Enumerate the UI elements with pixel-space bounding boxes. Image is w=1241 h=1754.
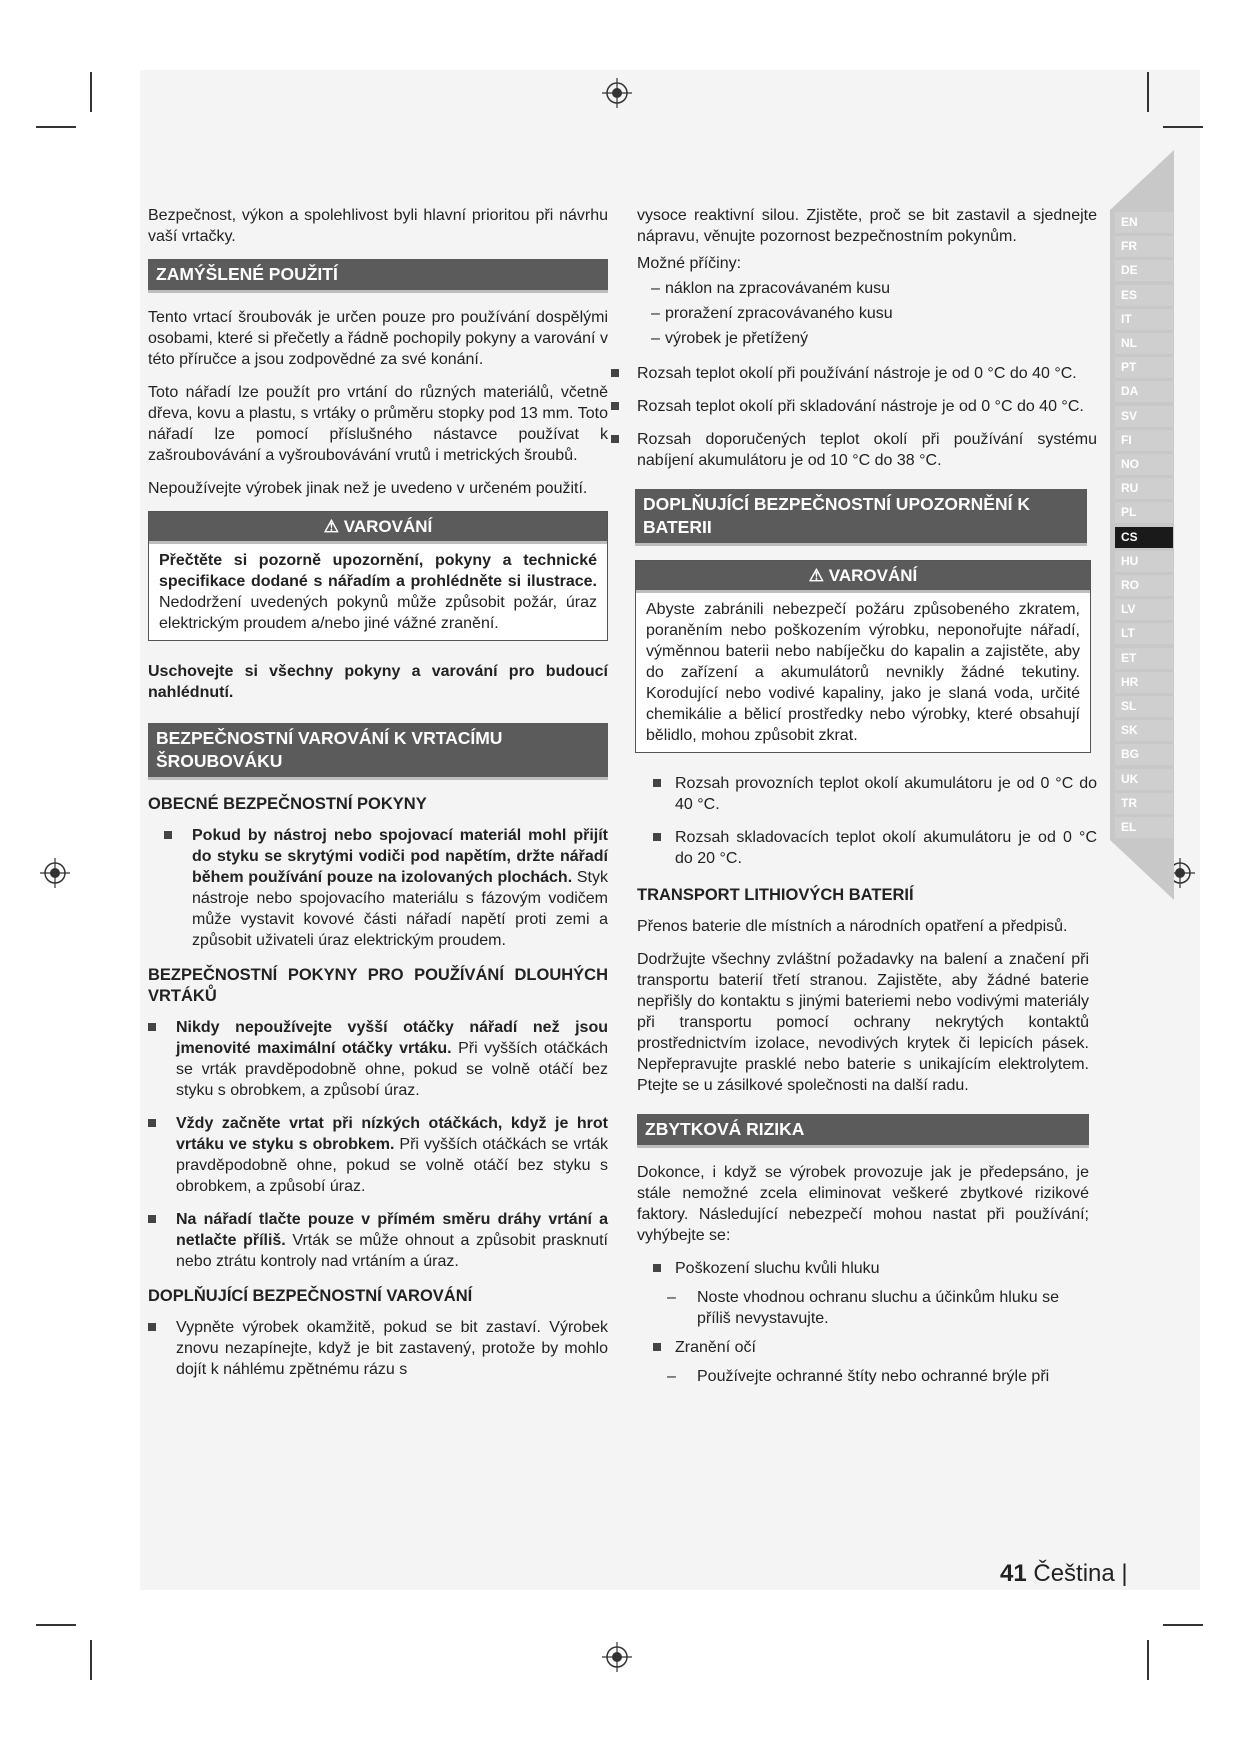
- language-tab-cs[interactable]: CS: [1115, 527, 1173, 548]
- list-item: [148, 1113, 608, 1197]
- warning-title: VAROVÁNÍ: [828, 566, 918, 585]
- registration-mark-icon: [40, 858, 70, 888]
- bullet-square-icon: [611, 435, 619, 443]
- list-item-text: Vrták se může ohnout a způsobit prasknutí nebo ztrátu kontroly nad vrtáním a úraz.: [176, 1232, 609, 1270]
- language-tab-bg[interactable]: BG: [1115, 744, 1173, 765]
- warning-title: VAROVÁNÍ: [343, 517, 433, 536]
- bullet-square-icon: [653, 1264, 661, 1272]
- list-item-text: Při vyšších otáčkách se vrták pravděpodobně ohne, pokud se volně otáčí bez styku s obrobkem, a způsobí úraz.: [176, 1040, 608, 1099]
- intended-use-heading: ZAMÝŠLENÉ POUŽITÍ: [148, 259, 608, 293]
- list-item-bold: Vždy začněte vrtat při nízkých otáčkách, když je hrot vrtáku ve styku s obrobkem.: [176, 1115, 608, 1153]
- list-item-text: Při vyšších otáčkách se vrták pravděpodobně ohne, pokud se volně otáčí bez styku s obrobkem, a způsobí úraz.: [176, 1136, 608, 1195]
- language-tab-da[interactable]: DA: [1115, 381, 1173, 402]
- bullet-square-icon: [148, 1023, 156, 1031]
- crop-mark: [1163, 1624, 1203, 1626]
- warning-body: [149, 544, 607, 640]
- crop-mark: [1147, 1640, 1149, 1680]
- intended-use-paragraph: Toto nářadí lze použít pro vrtání do různých materiálů, včetně dřeva, kovu a plastu, s vrtáky o průměru stopky pod 13 mm. Toto nářadí lze pomocí příslušného nástavce používat k zašroubovávání a vyšroubovávání vrutů i metrických šroubů.: [148, 384, 608, 464]
- cause-item: – proražení zpracovávaného kusu: [651, 305, 893, 322]
- footer-language: Čeština |: [1033, 1560, 1128, 1587]
- registration-mark-icon: [602, 78, 632, 108]
- long-bits-heading: BEZPEČNOSTNÍ POKYNY PRO POUŽÍVÁNÍ DLOUHÝCH VRTÁKŮ: [148, 966, 608, 1005]
- list-item-bold: Nikdy nepoužívejte vyšší otáčky nářadí než jsou jmenovité maximální otáčky vrtáku.: [176, 1019, 608, 1057]
- sub-item: – Noste vhodnou ochranu sluchu a účinkům hluku se příliš nevystavujte.: [667, 1289, 1059, 1327]
- right-column: [637, 205, 1097, 1391]
- crop-mark: [36, 1624, 76, 1626]
- list-item: [148, 1209, 608, 1272]
- list-item-text: Zranění očí: [675, 1339, 756, 1356]
- bullet-square-icon: [148, 1323, 156, 1331]
- list-item-text: Poškození sluchu kvůli hluku: [675, 1260, 880, 1277]
- list-item: [148, 1017, 608, 1101]
- cause-text: náklon na zpracovávaném kusu: [665, 280, 891, 297]
- cause-item: – výrobek je přetížený: [651, 330, 809, 347]
- cause-text: výrobek je přetížený: [665, 330, 809, 347]
- sub-item-text: Používejte ochranné štíty nebo ochranné brýle při: [697, 1368, 1050, 1385]
- warning-bold-text: Přečtěte si pozorně upozornění, pokyny a technické specifikace dodané s nářadím a prohlédněte si ilustrace.: [159, 552, 597, 590]
- crop-mark: [90, 1640, 92, 1680]
- warning-triangle-icon: ⚠: [808, 566, 825, 585]
- list-item-bold: Pokud by nástroj nebo spojovací materiál mohl přijít do styku se skrytými vodiči pod napětím, držte nářadí během používání pouze na izolovaných plochách.: [192, 827, 608, 886]
- list-item: [611, 429, 1097, 471]
- warning-triangle-icon: ⚠: [323, 517, 340, 536]
- drill-safety-heading: BEZPEČNOSTNÍ VAROVÁNÍ K VRTACÍMU ŠROUBOVÁKU: [148, 723, 608, 780]
- page-footer: [1000, 1560, 1128, 1588]
- sub-item-text: Noste vhodnou ochranu sluchu a účinkům hluku se příliš nevystavujte.: [697, 1289, 1059, 1327]
- language-tab-no[interactable]: NO: [1115, 454, 1173, 475]
- language-tab-pt[interactable]: PT: [1115, 357, 1173, 378]
- bullet-square-icon: [164, 831, 172, 839]
- list-item: [653, 773, 1097, 815]
- bullet-square-icon: [148, 1215, 156, 1223]
- language-tab-et[interactable]: ET: [1115, 648, 1173, 669]
- transport-paragraph: Přenos baterie dle místních a národních opatření a předpisů.: [637, 918, 1068, 935]
- language-tab-hu[interactable]: HU: [1115, 551, 1173, 572]
- registration-mark-icon: [602, 1642, 632, 1672]
- list-item-text: Styk nástroje nebo spojovacího materiálu s fázovým vodičem může vystavit kovové části nářadí napětí proti zemi a způsobit uživateli úraz elektrickým proudem.: [192, 869, 609, 949]
- language-tab-pl[interactable]: PL: [1115, 502, 1173, 523]
- language-tab-sl[interactable]: SL: [1115, 696, 1173, 717]
- language-tab-el[interactable]: EL: [1115, 817, 1173, 838]
- bullet-square-icon: [611, 402, 619, 410]
- bullet-square-icon: [611, 369, 619, 377]
- transport-heading: TRANSPORT LITHIOVÝCH BATERIÍ: [637, 886, 914, 904]
- warning-box: [148, 511, 608, 641]
- language-tab-uk[interactable]: UK: [1115, 769, 1173, 790]
- intended-use-paragraph: Tento vrtací šroubovák je určen pouze pro používání dospělými osobami, které si přečetly a řádně pochopily pokyny a varování v této příručce a jsou zodpovědné za své konání.: [148, 309, 608, 368]
- list-item: [653, 827, 1097, 869]
- language-tab-fr[interactable]: FR: [1115, 236, 1173, 257]
- causes-label: Možné příčiny:: [637, 255, 742, 272]
- continued-text: vysoce reaktivní silou. Zjistěte, proč se bit zastavil a sjednejte nápravu, věnujte pozornost bezpečnostním pokynům.: [637, 207, 1097, 245]
- bullet-square-icon: [653, 833, 661, 841]
- list-item: [148, 1317, 608, 1380]
- list-item: [164, 825, 608, 951]
- residual-risks-heading: ZBYTKOVÁ RIZIKA: [637, 1114, 1089, 1148]
- crop-mark: [1163, 126, 1203, 128]
- language-tab-fi[interactable]: FI: [1115, 430, 1173, 451]
- language-tab-ru[interactable]: RU: [1115, 478, 1173, 499]
- list-item: [611, 363, 1097, 384]
- crop-mark: [36, 126, 76, 128]
- keep-instructions: Uschovejte si všechny pokyny a varování pro budoucí nahlédnutí.: [148, 663, 608, 701]
- language-tab-es[interactable]: ES: [1115, 285, 1173, 306]
- warning-text: Nedodržení uvedených pokynů může způsobit požár, úraz elektrickým proudem a/nebo jiné vážné zranění.: [159, 594, 597, 632]
- language-tab-tr[interactable]: TR: [1115, 793, 1173, 814]
- list-item-text: Vypněte výrobek okamžitě, pokud se bit zastaví. Výrobek znovu nezapínejte, když je bit zastavený, protože by mohlo dojít k náhlému zpětnému rázu s: [176, 1319, 608, 1378]
- battery-safety-heading: DOPLŇUJÍCÍ BEZPEČNOSTNÍ UPOZORNĚNÍ K BATERII: [635, 489, 1087, 546]
- language-tab-ro[interactable]: RO: [1115, 575, 1173, 596]
- language-tab-it[interactable]: IT: [1115, 309, 1173, 330]
- page-number: 41: [1000, 1560, 1027, 1587]
- list-item-text: Rozsah teplot okolí při skladování nástroje je od 0 °C do 40 °C.: [637, 398, 1084, 415]
- residual-risks-paragraph: Dokonce, i když se výrobek provozuje jak je předepsáno, je stále nemožné zcela eliminovat veškeré zbytkové rizikové faktory. Následující nebezpečí mohou nastat při používání; vyhýbejte se:: [637, 1164, 1089, 1244]
- warning-header: [149, 512, 607, 544]
- language-tab-hr[interactable]: HR: [1115, 672, 1173, 693]
- list-item-text: Rozsah doporučených teplot okolí při používání systému nabíjení akumulátoru je od 10 °C do 38 °C.: [637, 431, 1097, 469]
- general-safety-heading: OBECNÉ BEZPEČNOSTNÍ POKYNY: [148, 795, 427, 813]
- bullet-square-icon: [653, 779, 661, 787]
- crop-mark: [1147, 72, 1149, 112]
- list-item: [653, 1258, 1097, 1279]
- sub-item: – Používejte ochranné štíty nebo ochranné brýle při: [667, 1368, 1050, 1385]
- list-item-bold: Na nářadí tlačte pouze v přímém směru dráhy vrtání a netlačte příliš.: [176, 1211, 608, 1249]
- warning-header: [636, 561, 1090, 593]
- crop-mark: [90, 72, 92, 112]
- list-item: [653, 1337, 1097, 1358]
- left-column: [148, 205, 608, 1392]
- list-item-text: Rozsah provozních teplot okolí akumulátoru je od 0 °C do 40 °C.: [675, 775, 1097, 813]
- language-tab-lv[interactable]: LV: [1115, 599, 1173, 620]
- additional-warnings-heading: DOPLŇUJÍCÍ BEZPEČNOSTNÍ VAROVÁNÍ: [148, 1287, 473, 1305]
- transport-paragraph: Dodržujte všechny zvláštní požadavky na balení a značení při transportu baterií třetí stranou. Zajistěte, aby žádné baterie nepřišly do kontaktu s jinými bateriemi nebo vodivými materiály při transportu pomocí ochrany nekrytých kontaktů prostřednictvím izolace, nevodivých krytek či lepicích pásek. Nepřepravujte prasklé nebo baterie s unikajícím elektrolytem. Ptejte se u zásilkové společnosti na další radu.: [637, 951, 1089, 1094]
- warning-box: [635, 560, 1091, 753]
- list-item: [611, 396, 1097, 417]
- cause-item: – náklon na zpracovávaném kusu: [651, 280, 891, 297]
- intended-use-paragraph: Nepoužívejte výrobek jinak než je uvedeno v určeném použití.: [148, 480, 588, 497]
- list-item-text: Rozsah teplot okolí při používání nástroje je od 0 °C do 40 °C.: [637, 365, 1077, 382]
- cause-text: proražení zpracovávaného kusu: [665, 305, 893, 322]
- language-tab-lt[interactable]: LT: [1115, 623, 1173, 644]
- language-tabs: [1110, 150, 1174, 900]
- bullet-square-icon: [653, 1343, 661, 1351]
- list-item-text: Rozsah skladovacích teplot okolí akumulátoru je od 0 °C do 20 °C.: [675, 829, 1097, 867]
- language-tab-en[interactable]: EN: [1115, 212, 1173, 233]
- language-tab-sk[interactable]: SK: [1115, 720, 1173, 741]
- language-tab-sv[interactable]: SV: [1115, 406, 1173, 427]
- language-tab-nl[interactable]: NL: [1115, 333, 1173, 354]
- bullet-square-icon: [148, 1119, 156, 1127]
- warning-body: Abyste zabránili nebezpečí požáru způsobeného zkratem, poraněním nebo poškozením výrobku, neponořujte nářadí, výměnnou baterii nebo nabíječku do kapalin a zajistěte, aby do zařízení a akumulátorů nevnikly žádné tekutiny. Korodující nebo vodivé kapaliny, jako je slaná voda, určité chemikálie a bělicí prostředky nebo výrobky, které obsahují bělidlo, mohou způsobit zkrat.: [646, 601, 1080, 744]
- intro-text: Bezpečnost, výkon a spolehlivost byli hlavní prioritou při návrhu vaší vrtačky.: [148, 207, 608, 245]
- language-tab-de[interactable]: DE: [1115, 260, 1173, 281]
